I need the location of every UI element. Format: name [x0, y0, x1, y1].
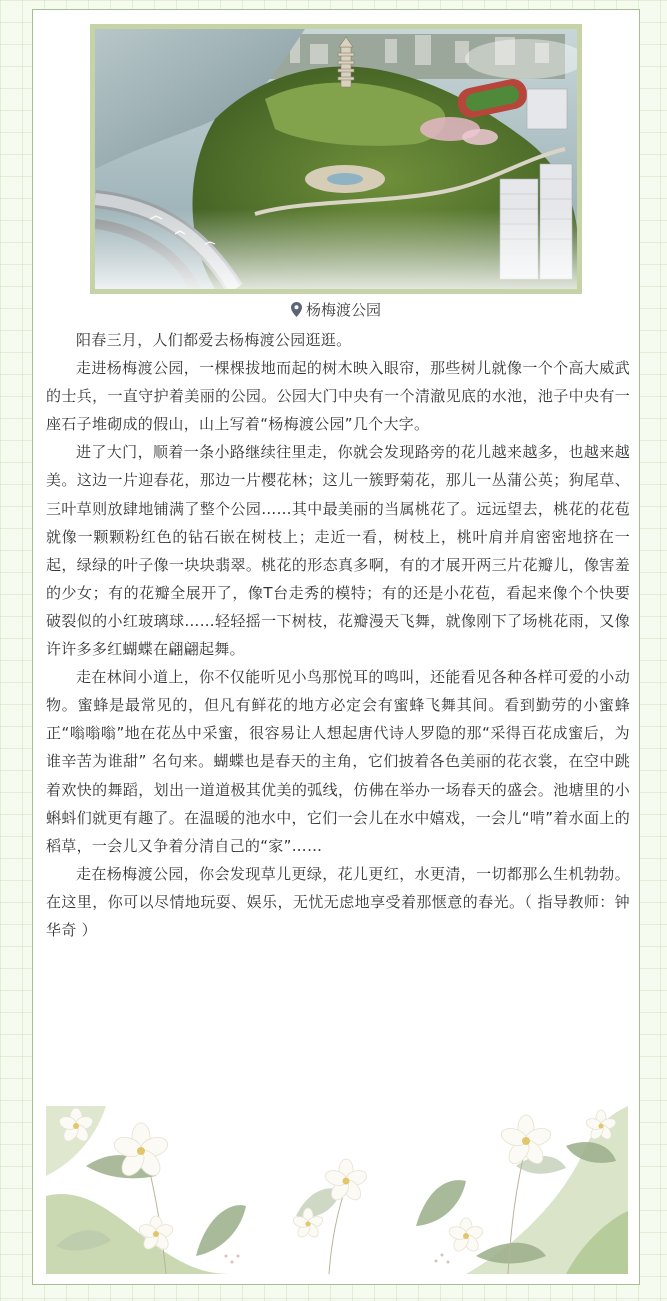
paragraph-3: 进了大门，顺着一条小路继续往里走，你就会发现路旁的花儿越来越多，也越来越美。这边一片迎春花，那边一片樱花林；这儿一簇野菊花，那儿一丛蒲公英；狗尾草、三叶草则放肆地铺满了整个公园……其中最美丽的当属桃花了。远远望去，桃花的花苞就像一颗颗粉红色的钻石嵌在树枝上；走近一看，树枝上，桃叶肩并肩密密地挤在一起，绿绿的叶子像一块块翡翠。桃花的形态真多啊，有的才展开两三片花瓣儿，像害羞的少女；有的花瓣全展开了，像T台走秀的模特；有的还是小花苞，看起来像个个快要破裂似的小红玻璃球……轻轻摇一下树枝，花瓣漫天飞舞，就像刚下了场桃花雨，又像许许多多红蝴蝶在翩翩起舞。: [46, 443, 630, 659]
paragraph-5: 走在杨梅渡公园，你会发现草儿更绿，花儿更红，水更清，一切都那么生机勃勃。在这里，你可以尽情地玩耍、娱乐，无忧无虑地享受着那惬意的春光。（ 指导教师：钟华奇 ）: [46, 864, 630, 939]
photo-frame: [90, 24, 582, 294]
article-card: [32, 9, 640, 1285]
paragraph-4: 走在林间小道上，你不仅能听见小鸟那悦耳的鸣叫，还能看见各种各样可爱的小动物。蜜蜂是最常见的，但凡有鲜花的地方必定会有蜜蜂飞舞其间。看到勤劳的小蜜蜂正“嗡嗡嗡”地在花丛中采蜜，很容易让人想起唐代诗人罗隐的那“采得百花成蜜后，为谁辛苦为谁甜” 名句来。蝴蝶也是春天的主角，它们披着各色美丽的花衣裳，在空中跳着欢快的舞蹈，划出一道道极其优美的弧线，仿佛在举办一场春天的盛会。池塘里的小蝌蚪们就更有趣了。在温暖的池水中，它们一会儿在水中嬉戏，一会儿“啃”着水面上的稻草，一会儿又争着分清自己的“家”……: [46, 668, 630, 855]
caption-text: 杨梅渡公园: [305, 301, 381, 319]
park-aerial-photo: [95, 29, 577, 289]
photo-caption: [33, 300, 639, 322]
paragraph-1: 阳春三月，人们都爱去杨梅渡公园逛逛。: [76, 331, 352, 349]
location-pin-icon: [291, 302, 302, 322]
paragraph-2: 走进杨梅渡公园，一棵棵拔地而起的树木映入眼帘，那些树儿就像一个个高大威武的士兵，一直守护着美丽的公园。公园大门中央有一个清澈见底的水池，池子中央有一座石子堆砌成的假山，山上写着“杨梅渡公园”几个大字。: [46, 359, 630, 434]
article-body: [46, 326, 630, 944]
floral-illustration: [46, 1106, 628, 1274]
floral-decoration: [46, 1106, 628, 1274]
